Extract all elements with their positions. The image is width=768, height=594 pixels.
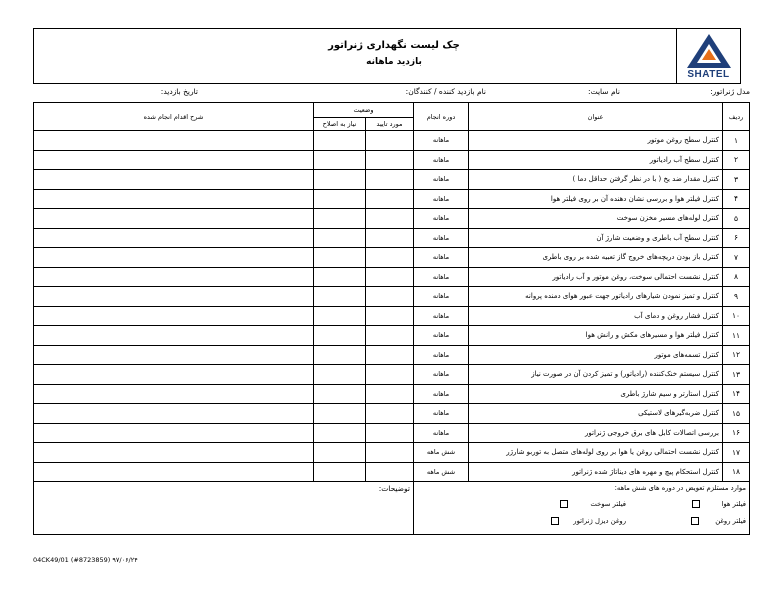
row-period: ماهانه	[414, 189, 469, 209]
visit-date-label: تاریخ بازدید:	[160, 87, 198, 96]
table-row	[34, 150, 750, 170]
table-row	[34, 131, 750, 151]
row-period: شش ماهه	[414, 443, 469, 463]
header-row-no: ردیف	[723, 103, 750, 131]
table-row	[34, 189, 750, 209]
row-title: کنترل باز بودن دریچه‌های خروج گاز تعبیه شده بر روی باطری	[469, 248, 723, 268]
option-generator-oil[interactable]	[548, 517, 626, 525]
company-logo	[676, 29, 740, 83]
table-row	[34, 384, 750, 404]
generator-oil-checkbox[interactable]	[551, 517, 559, 525]
replacement-caption: موارد مستلزم تعویض در دوره های شش ماهه:	[614, 484, 747, 492]
header-status-ok: مورد تایید	[366, 118, 414, 131]
action-description-cell[interactable]	[34, 189, 314, 209]
table-row	[34, 423, 750, 443]
action-description-cell[interactable]	[34, 462, 314, 482]
row-period: ماهانه	[414, 287, 469, 307]
document-subtitle: بازدید ماهانه	[366, 57, 422, 67]
status-fix-cell[interactable]	[314, 345, 366, 365]
status-ok-cell[interactable]	[366, 384, 414, 404]
status-fix-cell[interactable]	[314, 287, 366, 307]
row-period: ماهانه	[414, 170, 469, 190]
status-fix-cell[interactable]	[314, 404, 366, 424]
table-row	[34, 248, 750, 268]
checklist-table	[33, 102, 750, 535]
row-number: ۴	[723, 189, 750, 209]
table-row	[34, 345, 750, 365]
row-period: ماهانه	[414, 404, 469, 424]
row-number: ۶	[723, 228, 750, 248]
status-fix-cell[interactable]	[314, 131, 366, 151]
status-fix-cell[interactable]	[314, 306, 366, 326]
row-title: کنترل سطح روغن موتور	[469, 131, 723, 151]
notes-label: توضیحات:	[378, 484, 411, 493]
status-ok-cell[interactable]	[366, 326, 414, 346]
row-period: ماهانه	[414, 423, 469, 443]
notes-cell[interactable]	[34, 482, 414, 535]
action-description-cell[interactable]	[34, 365, 314, 385]
header-status-fix: نیاز به اصلاح	[314, 118, 366, 131]
table-row	[34, 462, 750, 482]
row-title: کنترل مقدار ضد یخ ( با در نظر گرفتن حداقل دما )	[469, 170, 723, 190]
status-ok-cell[interactable]	[366, 423, 414, 443]
row-title: کنترل ضربه‌گیرهای لاستیکی	[469, 404, 723, 424]
row-title: کنترل فیلتر هوا و بررسی نشان دهنده آن بر روی فیلتر هوا	[469, 189, 723, 209]
row-title: کنترل استحکام پیچ و مهره های دیناتاژ شده ژنراتور	[469, 462, 723, 482]
row-title: کنترل سطح آب رادیاتور	[469, 150, 723, 170]
status-ok-cell[interactable]	[366, 365, 414, 385]
action-description-cell[interactable]	[34, 326, 314, 346]
table-row	[34, 326, 750, 346]
document-code: 04CK49/01 (#8723859) ۹۷/۰۶/۲۴	[33, 556, 138, 564]
status-ok-cell[interactable]	[366, 345, 414, 365]
status-fix-cell[interactable]	[314, 267, 366, 287]
table-row	[34, 209, 750, 229]
action-description-cell[interactable]	[34, 404, 314, 424]
status-fix-cell[interactable]	[314, 150, 366, 170]
generator-model-label: مدل ژنراتور:	[710, 87, 750, 96]
option-fuel-filter-label: فیلتر سوخت	[590, 500, 627, 508]
row-number: ۱۲	[723, 345, 750, 365]
status-fix-cell[interactable]	[314, 170, 366, 190]
row-period: ماهانه	[414, 267, 469, 287]
row-number: ۲	[723, 150, 750, 170]
row-title: کنترل سیستم خنک‌کننده (رادیاتور) و تمیز کردن آن در صورت نیاز	[469, 365, 723, 385]
table-row	[34, 287, 750, 307]
status-fix-cell[interactable]	[314, 365, 366, 385]
status-fix-cell[interactable]	[314, 248, 366, 268]
status-ok-cell[interactable]	[366, 189, 414, 209]
row-number: ۷	[723, 248, 750, 268]
replacement-items-cell	[414, 482, 750, 535]
action-description-cell[interactable]	[34, 228, 314, 248]
status-ok-cell[interactable]	[366, 228, 414, 248]
action-description-cell[interactable]	[34, 267, 314, 287]
status-fix-cell[interactable]	[314, 462, 366, 482]
row-period: ماهانه	[414, 248, 469, 268]
table-row	[34, 267, 750, 287]
row-number: ۱۵	[723, 404, 750, 424]
row-period: ماهانه	[414, 131, 469, 151]
status-ok-cell[interactable]	[366, 131, 414, 151]
row-period: ماهانه	[414, 150, 469, 170]
row-period: ماهانه	[414, 326, 469, 346]
status-fix-cell[interactable]	[314, 228, 366, 248]
row-number: ۸	[723, 267, 750, 287]
action-description-cell[interactable]	[34, 131, 314, 151]
action-description-cell[interactable]	[34, 170, 314, 190]
fuel-filter-checkbox[interactable]	[560, 500, 568, 508]
option-air-filter[interactable]	[689, 500, 747, 508]
row-number: ۱۰	[723, 306, 750, 326]
option-oil-filter[interactable]	[688, 517, 746, 525]
table-row	[34, 443, 750, 463]
row-title: کنترل و تمیز نمودن شیارهای رادیاتور جهت عبور هوای دمنده پروانه	[469, 287, 723, 307]
row-title: کنترل لوله‌های مسیر مخزن سوخت	[469, 209, 723, 229]
row-period: ماهانه	[414, 209, 469, 229]
row-number: ۵	[723, 209, 750, 229]
row-period: ماهانه	[414, 228, 469, 248]
row-title: کنترل تسمه‌های موتور	[469, 345, 723, 365]
row-number: ۱۶	[723, 423, 750, 443]
row-number: ۳	[723, 170, 750, 190]
status-fix-cell[interactable]	[314, 384, 366, 404]
status-ok-cell[interactable]	[366, 462, 414, 482]
row-period: ماهانه	[414, 345, 469, 365]
header-period: دوره انجام	[414, 103, 469, 131]
action-description-cell[interactable]	[34, 345, 314, 365]
logo-mountain-icon	[683, 32, 735, 70]
row-number: ۱۱	[723, 326, 750, 346]
status-ok-cell[interactable]	[366, 150, 414, 170]
header-status: وضعیت	[314, 103, 414, 118]
oil-filter-checkbox[interactable]	[691, 517, 699, 525]
table-row	[34, 365, 750, 385]
header-title: عنوان	[469, 103, 723, 131]
status-ok-cell[interactable]	[366, 287, 414, 307]
action-description-cell[interactable]	[34, 443, 314, 463]
status-ok-cell[interactable]	[366, 170, 414, 190]
row-title: کنترل نشست احتمالی روغن یا هوا بر روی لوله‌های متصل به توربو شارژر	[469, 443, 723, 463]
document-title: چک لیست نگهداری ژنراتور	[328, 40, 460, 51]
status-ok-cell[interactable]	[366, 306, 414, 326]
option-generator-oil-label: روغن دیزل ژنراتور	[573, 517, 627, 525]
row-title: کنترل فیلتر هوا و مسیرهای مکش و رانش هوا	[469, 326, 723, 346]
option-air-filter-label: فیلتر هوا	[721, 500, 747, 508]
header-action: شرح اقدام انجام شده	[34, 103, 314, 131]
row-number: ۹	[723, 287, 750, 307]
row-title: بررسی اتصالات کابل های برق خروجی ژنراتور	[469, 423, 723, 443]
document-header	[33, 28, 741, 84]
table-row	[34, 404, 750, 424]
row-title: کنترل سطح آب باطری و وضعیت شارژ آن	[469, 228, 723, 248]
row-period: ماهانه	[414, 365, 469, 385]
action-description-cell[interactable]	[34, 248, 314, 268]
row-title: کنترل استارتر و سیم شارژ باطری	[469, 384, 723, 404]
table-row	[34, 228, 750, 248]
row-number: ۱۷	[723, 443, 750, 463]
site-name-label: نام سایت:	[588, 87, 620, 96]
table-row	[34, 306, 750, 326]
status-ok-cell[interactable]	[366, 443, 414, 463]
row-number: ۱۳	[723, 365, 750, 385]
air-filter-checkbox[interactable]	[692, 500, 700, 508]
option-oil-filter-label: فیلتر روغن	[715, 517, 747, 525]
row-period: ماهانه	[414, 306, 469, 326]
row-number: ۱	[723, 131, 750, 151]
row-number: ۱۸	[723, 462, 750, 482]
action-description-cell[interactable]	[34, 209, 314, 229]
status-fix-cell[interactable]	[314, 423, 366, 443]
status-fix-cell[interactable]	[314, 209, 366, 229]
status-fix-cell[interactable]	[314, 443, 366, 463]
status-ok-cell[interactable]	[366, 267, 414, 287]
table-row	[34, 170, 750, 190]
action-description-cell[interactable]	[34, 150, 314, 170]
action-description-cell[interactable]	[34, 384, 314, 404]
row-title: کنترل فشار روغن و دمای آب	[469, 306, 723, 326]
row-period: شش ماهه	[414, 462, 469, 482]
status-ok-cell[interactable]	[366, 209, 414, 229]
row-number: ۱۴	[723, 384, 750, 404]
row-period: ماهانه	[414, 384, 469, 404]
status-ok-cell[interactable]	[366, 248, 414, 268]
action-description-cell[interactable]	[34, 423, 314, 443]
status-fix-cell[interactable]	[314, 326, 366, 346]
row-title: کنترل نشست احتمالی سوخت، روغن موتور و آب رادیاتور	[469, 267, 723, 287]
inspector-label: نام بازدید کننده / کنندگان:	[405, 87, 486, 96]
status-ok-cell[interactable]	[366, 404, 414, 424]
status-fix-cell[interactable]	[314, 189, 366, 209]
logo-text: SHATEL	[687, 69, 730, 80]
action-description-cell[interactable]	[34, 306, 314, 326]
action-description-cell[interactable]	[34, 287, 314, 307]
option-fuel-filter[interactable]	[557, 500, 626, 508]
